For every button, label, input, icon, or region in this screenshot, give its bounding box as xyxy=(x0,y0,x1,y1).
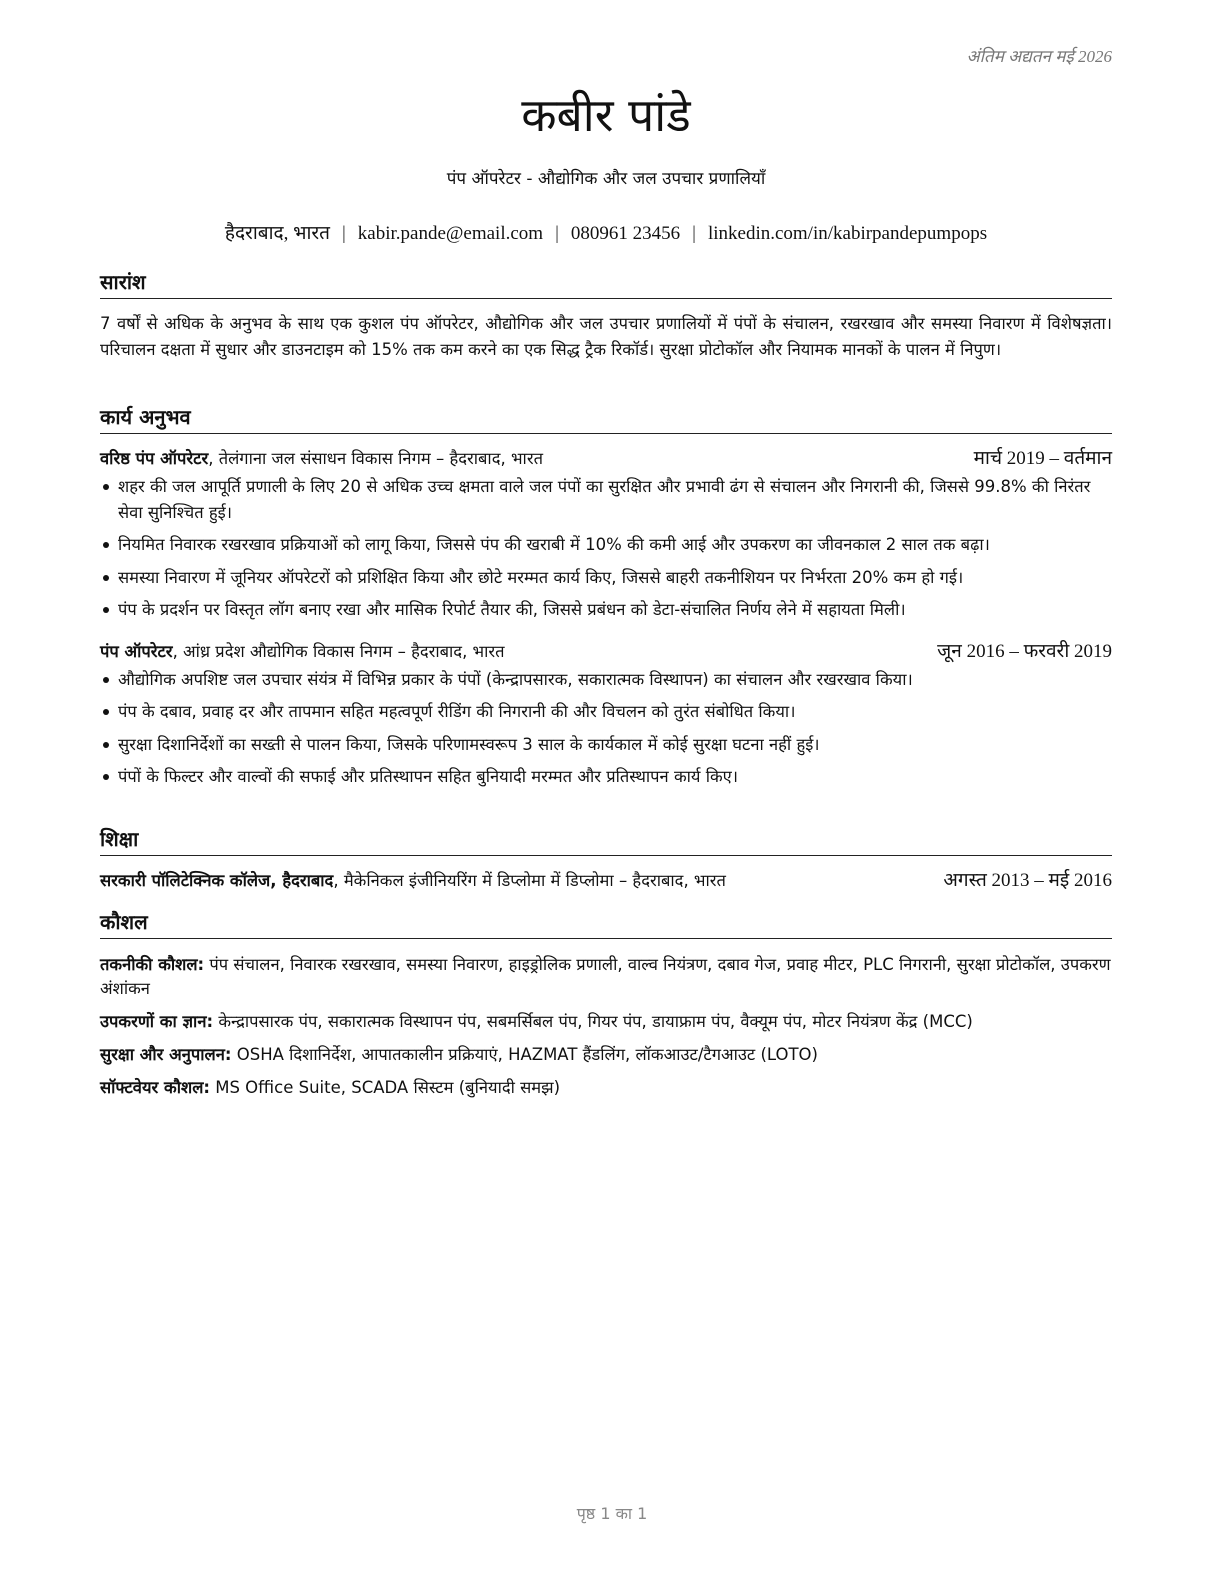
job-bullets xyxy=(100,474,1112,623)
job-bullet: सुरक्षा दिशानिर्देशों का सख्ती से पालन किया, जिसके परिणामस्वरूप 3 साल के कार्यकाल में कोई सुरक्षा घटना नहीं हुई। xyxy=(100,732,1112,758)
skill-value: OSHA दिशानिर्देश, आपातकालीन प्रक्रियाएं, HAZMAT हैंडलिंग, लॉकआउट/टैगआउट (LOTO) xyxy=(231,1045,818,1064)
summary-section xyxy=(100,268,1112,362)
job-bullet: पंपों के फिल्टर और वाल्वों की सफाई और प्रतिस्थापन सहित बुनियादी मरम्मत और प्रतिस्थापन कार्य किए। xyxy=(100,764,1112,790)
job-role: पंप ऑपरेटर xyxy=(100,641,173,661)
skills-section xyxy=(100,908,1112,1109)
last-updated: अंतिम अद्यतन मई 2026 xyxy=(966,47,1112,66)
job-org: , आंध्र प्रदेश औद्योगिक विकास निगम – हैदराबाद, भारत xyxy=(172,641,505,661)
skill-label: उपकरणों का ज्ञान: xyxy=(100,1012,214,1031)
summary-heading: सारांश xyxy=(100,268,1112,299)
job-bullet: औद्योगिक अपशिष्ट जल उपचार संयंत्र में विभिन्न प्रकार के पंपों (केन्द्रापसारक, सकारात्मक विस्थापन) का संचालन और रखरखाव किया। xyxy=(100,667,1112,693)
job-role: वरिष्ठ पंप ऑपरेटर xyxy=(100,449,209,468)
education-section xyxy=(100,825,1112,894)
education-institution: सरकारी पॉलिटेक्निक कॉलेज, हैदराबाद xyxy=(100,871,334,890)
education-entry xyxy=(100,868,1112,894)
education-detail: , मैकेनिकल इंजीनियरिंग में डिप्लोमा में डिप्लोमा – हैदराबाद, भारत xyxy=(333,871,726,890)
resume-page xyxy=(100,0,1112,1584)
job-bullet: नियमित निवारक रखरखाव प्रक्रियाओं को लागू किया, जिससे पंप की खराबी में 10% की कमी आई और उपकरण का जीवनकाल 2 साल तक बढ़ा। xyxy=(100,532,1112,558)
contact-separator: | xyxy=(341,223,346,244)
contact-separator: | xyxy=(692,223,696,244)
candidate-title: पंप ऑपरेटर - औद्योगिक और जल उपचार प्रणालियाँ xyxy=(446,169,766,189)
skill-item xyxy=(100,1076,1112,1100)
skill-value: केन्द्रापसारक पंप, सकारात्मक विस्थापन पंप, सबमर्सिबल पंप, गियर पंप, डायाफ्राम पंप, वैक्यूम पंप, मोटर नियंत्रण केंद्र (MCC) xyxy=(213,1012,973,1031)
skill-value: पंप संचालन, निवारक रखरखाव, समस्या निवारण, हाइड्रोलिक प्रणाली, वाल्व नियंत्रण, दबाव गेज, प्रवाह मीटर, PLC निगरानी, सुरक्षा प्रोटोकॉल, उपकरण अंशांकन xyxy=(100,955,1111,998)
contact-email[interactable]: kabir.pande@email.com xyxy=(357,223,544,244)
job-bullet: शहर की जल आपूर्ति प्रणाली के लिए 20 से अधिक उच्च क्षमता वाले जल पंपों का सुरक्षित और प्रभावी ढंग से संचालन और निगरानी की, जिससे 99.8% की निरंतर सेवा सुनिश्चित हुई। xyxy=(100,474,1112,525)
job-role-org xyxy=(100,446,543,472)
job-bullet: पंप के दबाव, प्रवाह दर और तापमान सहित महत्वपूर्ण रीडिंग की निगरानी की और विचलन को तुरंत संबोधित किया। xyxy=(100,699,1112,725)
job-dates: जून 2016 – फरवरी 2019 xyxy=(937,640,1112,662)
experience-heading: कार्य अनुभव xyxy=(100,403,1112,434)
education-heading: शिक्षा xyxy=(100,825,1112,856)
job-dates: मार्च 2019 – वर्तमान xyxy=(973,448,1112,469)
skills-list xyxy=(100,953,1112,1100)
skill-label: तकनीकी कौशल: xyxy=(100,955,205,974)
job-entry xyxy=(100,639,1112,790)
candidate-name: कबीर पांडे xyxy=(521,88,691,142)
skill-item xyxy=(100,1043,1112,1067)
contact-separator: | xyxy=(555,223,559,244)
skills-heading: कौशल xyxy=(100,908,1112,939)
job-bullets xyxy=(100,667,1112,790)
summary-text: 7 वर्षों से अधिक के अनुभव के साथ एक कुशल पंप ऑपरेटर, औद्योगिक और जल उपचार प्रणालियों में पंपों के संचालन, रखरखाव और समस्या निवारण में विशेषज्ञता। परिचालन दक्षता में सुधार और डाउनटाइम को 15% तक कम करने का एक सिद्ध ट्रैक रिकॉर्ड। सुरक्षा प्रोटोकॉल और नियामक मानकों के पालन में निपुण। xyxy=(100,314,1112,359)
job-entry xyxy=(100,446,1112,623)
skill-label: सुरक्षा और अनुपालन: xyxy=(100,1045,232,1064)
job-role-org xyxy=(100,639,505,665)
contact-linkedin[interactable]: linkedin.com/in/kabirpandepumpops xyxy=(707,223,988,244)
job-bullet: समस्या निवारण में जूनियर ऑपरेटरों को प्रशिक्षित किया और छोटे मरम्मत कार्य किए, जिससे बाहरी तकनीशियन पर निर्भरता 20% कम हो गई। xyxy=(100,565,1112,591)
experience-section xyxy=(100,403,1112,797)
job-org: , तेलंगाना जल संसाधन विकास निगम – हैदराबाद, भारत xyxy=(208,449,543,468)
education-line xyxy=(100,868,726,894)
education-dates: अगस्त 2013 – मई 2016 xyxy=(943,870,1112,891)
skill-item xyxy=(100,1010,1112,1034)
job-bullet: पंप के प्रदर्शन पर विस्तृत लॉग बनाए रखा और मासिक रिपोर्ट तैयार की, जिससे प्रबंधन को डेटा-संचालित निर्णय लेने में सहायता मिली। xyxy=(100,597,1112,623)
skill-item xyxy=(100,953,1112,1001)
skill-label: सॉफ्टवेयर कौशल: xyxy=(100,1078,210,1097)
page-number: पृष्ठ 1 का 1 xyxy=(576,1504,648,1523)
skill-value: MS Office Suite, SCADA सिस्टम (बुनियादी समझ) xyxy=(209,1078,561,1097)
job-header xyxy=(100,446,1112,472)
contact-location: हैदराबाद, भारत xyxy=(224,223,330,244)
contact-phone[interactable]: 080961 23456 xyxy=(570,223,681,244)
contact-line xyxy=(100,219,1112,245)
job-header xyxy=(100,639,1112,665)
